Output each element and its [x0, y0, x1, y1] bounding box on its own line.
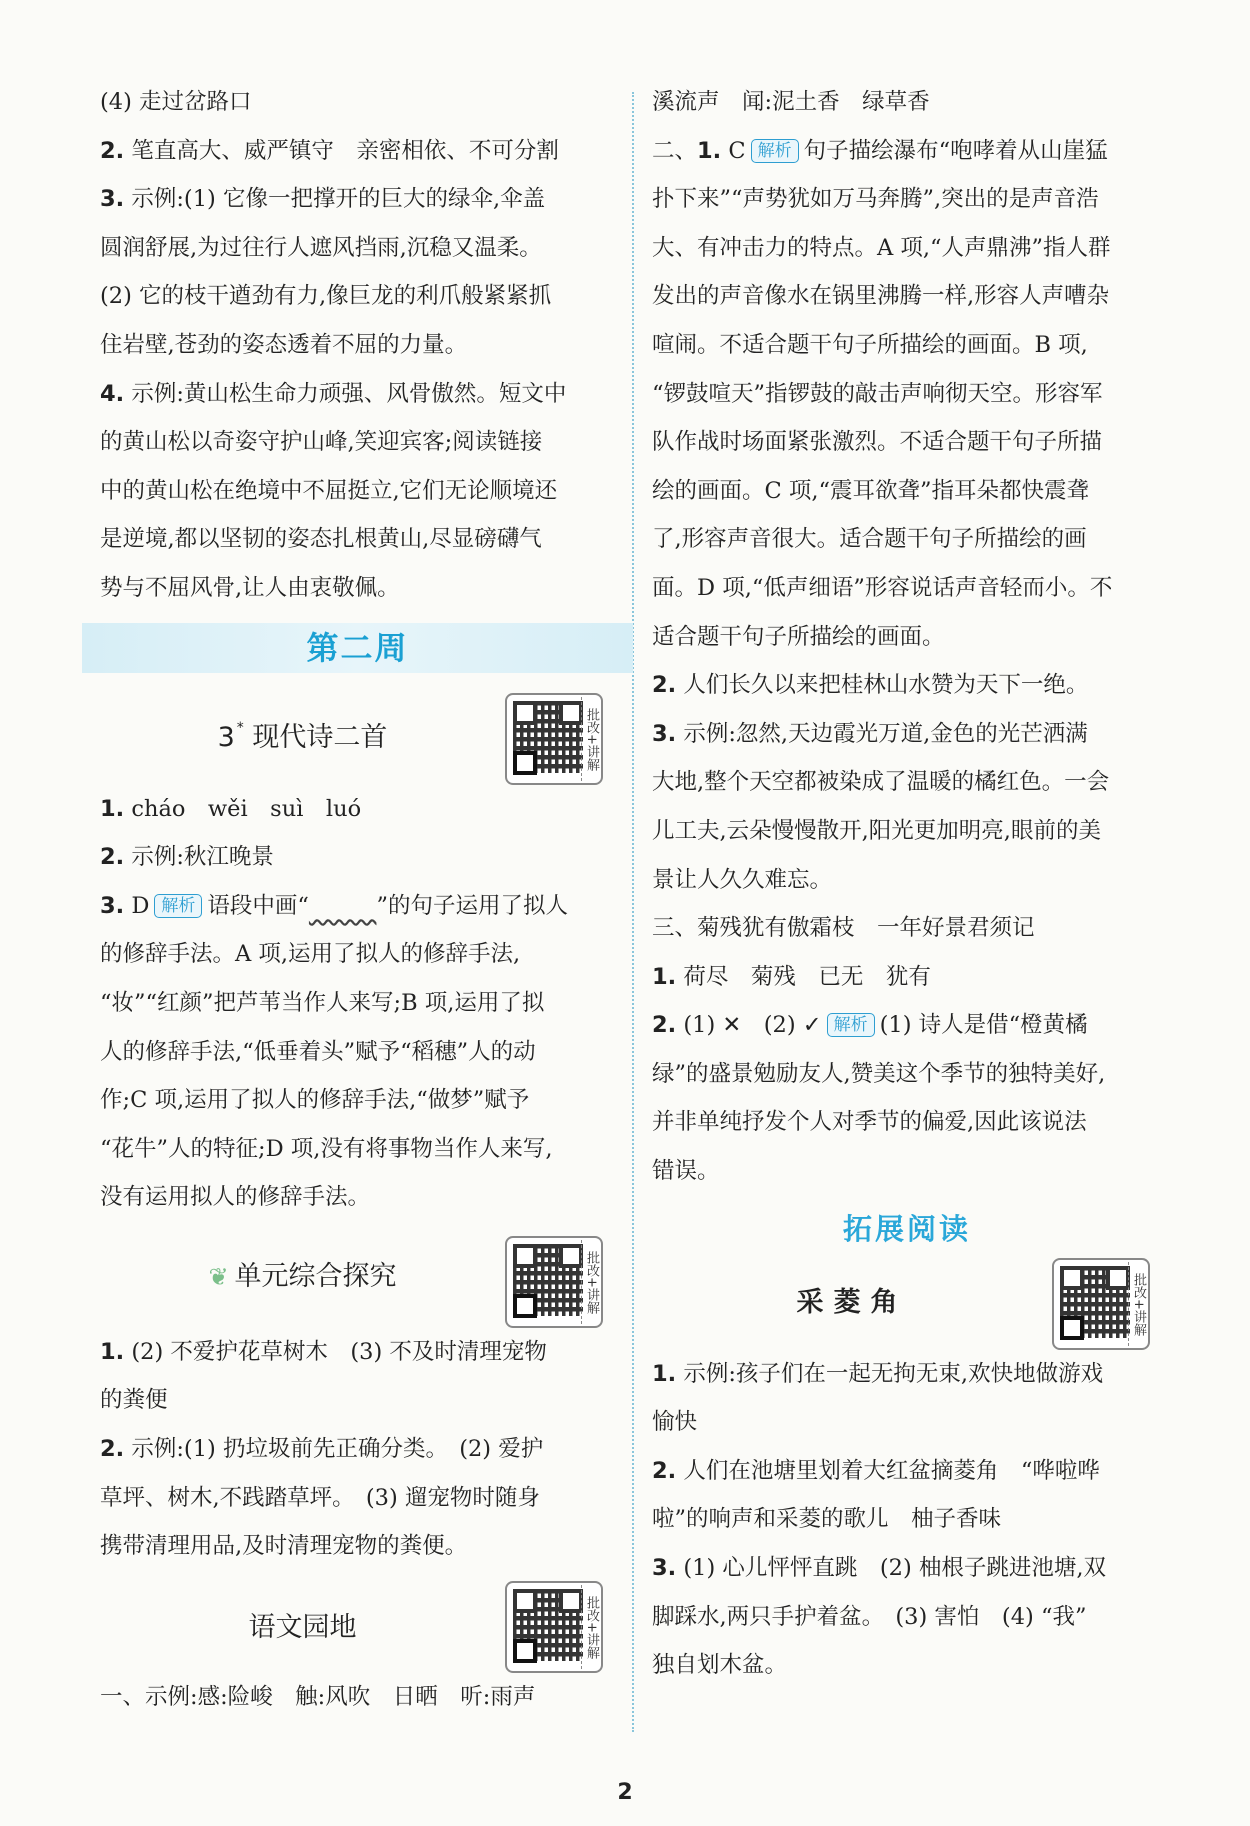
analysis-tag: 解析: [751, 139, 799, 163]
reading-header: [652, 1258, 1162, 1350]
analysis-text: [652, 1050, 1162, 1196]
answer-line: 中的黄山松在绝境中不屈挺立,它们无论顺境还: [100, 477, 558, 504]
answer-line: 绿”的盛景勉励友人,赞美这个季节的独特美好,: [652, 1060, 1106, 1087]
answer-line: 人的修辞手法,“低垂着头”赋予“稻穗”人的动: [100, 1038, 536, 1065]
answer-line: 1. cháo wěi suì luó: [100, 795, 362, 822]
garden-title: 语文园地: [248, 1611, 357, 1643]
answer-line: 脚踩水,两只手护着盆。 (3) 害怕 (4) “我”: [652, 1603, 1087, 1630]
answer-line: 携带清理用品,及时清理宠物的粪便。: [100, 1533, 468, 1560]
answer-line: 的修辞手法。A 项,运用了拟人的修辞手法,: [100, 941, 521, 968]
answer-line: 3. 示例:忽然,天边霞光万道,金色的光芒洒满: [652, 720, 1088, 747]
answer-line: 的黄山松以奇姿守护山峰,笑迎宾客;阅读链接: [100, 429, 543, 456]
page-number: 2: [617, 1780, 633, 1805]
answer-line: 2. 示例:(1) 扔垃圾前先正确分类。 (2) 爱护: [100, 1436, 544, 1463]
analysis-text: [100, 930, 615, 1222]
answer-line: 发出的声音像水在锅里沸腾一样,形容人声嘈杂: [652, 283, 1110, 310]
analysis-tag: 解析: [827, 1013, 875, 1037]
answer-line: 儿工夫,云朵慢慢散开,阳光更加明亮,眼前的美: [652, 817, 1101, 844]
right-column: [652, 78, 1162, 1690]
qr-code-icon[interactable]: [505, 1236, 603, 1328]
qr-label: 批改+讲解: [581, 697, 599, 781]
week-banner: [82, 623, 633, 673]
week-title: 第二周: [306, 628, 409, 667]
answer-line: 喧闹。不适合题干句子所描绘的画面。B 项,: [652, 331, 1088, 358]
answer-line: 4. 示例:黄山松生命力顽强、风骨傲然。短文中: [100, 380, 567, 407]
sprout-icon: ❦: [208, 1262, 229, 1291]
qr-label: 批改+讲解: [581, 1240, 599, 1324]
answer-line: 的粪便: [100, 1387, 168, 1414]
answer-line: 并非单纯抒发个人对季节的偏爱,因此该说法: [652, 1109, 1087, 1136]
unit-title: ❦ 单元综合探究: [208, 1260, 397, 1292]
answer-line: 啦”的响声和采菱的歌儿 柚子香味: [652, 1506, 1002, 1533]
column-divider: [632, 92, 634, 1732]
answer-block-week1: [100, 78, 615, 613]
analysis-tag: 解析: [154, 894, 202, 918]
answer-line: 3. D 解析 语段中画“ ”的句子运用了拟人: [100, 892, 568, 919]
answer-line: 二、1. C 解析 句子描绘瀑布“咆哮着从山崖猛: [652, 137, 1108, 164]
answer-line: 大、有冲击力的特点。A 项,“人声鼎沸”指人群: [652, 234, 1111, 261]
answer-line: 队作战时场面紧张激烈。不适合题干句子所描: [652, 429, 1103, 456]
answer-line: 了,形容声音很大。适合题干句子所描绘的画: [652, 526, 1087, 553]
qr-code-icon[interactable]: [1052, 1258, 1150, 1350]
qr-code-icon[interactable]: [505, 1581, 603, 1673]
analysis-text: [652, 175, 1162, 661]
lesson-header: [100, 693, 615, 785]
answer-line: 大地,整个天空都被染成了温暖的橘红色。一会: [652, 769, 1110, 796]
answer-line: 1. 示例:孩子们在一起无拘无束,欢快地做游戏: [652, 1360, 1104, 1387]
answer-line: 面。D 项,“低声细语”形容说话声音轻而小。不: [652, 574, 1113, 601]
answer-line: 一、示例:感:险峻 触:风吹 日晒 听:雨声: [100, 1683, 536, 1710]
answer-line: 3. 示例:(1) 它像一把撑开的巨大的绿伞,伞盖: [100, 186, 546, 213]
answer-line: 草坪、树木,不践踏草坪。 (3) 遛宠物时随身: [100, 1484, 540, 1511]
answer-line: 2. 笔直高大、威严镇守 亲密相依、不可分割: [100, 137, 559, 164]
answer-line: 2. 示例:秋江晚景: [100, 844, 274, 871]
answer-line: 2. 人们长久以来把桂林山水赞为天下一绝。: [652, 672, 1089, 699]
extension-title: 拓展阅读: [842, 1211, 971, 1246]
answer-line: 作;C 项,运用了拟人的修辞手法,“做梦”赋予: [100, 1087, 530, 1114]
answer-line: 扑下来”“声势犹如万马奔腾”,突出的是声音浩: [652, 186, 1099, 213]
answer-line: 1. 荷尽 菊残 已无 犹有: [652, 963, 931, 990]
answer-line: 2. 人们在池塘里划着大红盆摘菱角 “哗啦哗: [652, 1457, 1100, 1484]
answer-line: 景让人久久难忘。: [652, 866, 833, 893]
answer-line: 没有运用拟人的修辞手法。: [100, 1184, 371, 1211]
answer-line: 错误。: [652, 1158, 720, 1185]
answer-line: 愉快: [652, 1409, 698, 1436]
garden-answers: [100, 1673, 615, 1722]
answer-line: 住岩壁,苍劲的姿态透着不屈的力量。: [100, 331, 468, 358]
answer-line: 绘的画面。C 项,“震耳欲聋”指耳朵都快震聋: [652, 477, 1090, 504]
answer-line: 三、菊残犹有傲霜枝 一年好景君须记: [652, 915, 1035, 942]
wavy-underline-mark: [309, 893, 377, 919]
answer-line: 2. (1) ✕ (2) ✓ 解析 (1) 诗人是借“橙黄橘: [652, 1012, 1088, 1039]
answer-line: (2) 它的枝干遒劲有力,像巨龙的利爪般紧紧抓: [100, 283, 552, 310]
answer-line: 1. (2) 不爱护花草树木 (3) 不及时清理宠物: [100, 1338, 547, 1365]
answer-line: “花牛”人的特征;D 项,没有将事物当作人来写,: [100, 1135, 553, 1162]
garden-header: [100, 1581, 615, 1673]
reading-answers: [652, 1350, 1162, 1690]
answer-line: 势与不屈风骨,让人由衷敬佩。: [100, 574, 400, 601]
reading-title: 采菱角: [796, 1286, 908, 1318]
answer-line: 圆润舒展,为过往行人遮风挡雨,沉稳又温柔。: [100, 234, 542, 261]
lesson-answers: [100, 785, 615, 882]
answer-line: “锣鼓喧天”指锣鼓的敲击声响彻天空。形容军: [652, 380, 1103, 407]
qr-label: 批改+讲解: [581, 1585, 599, 1669]
optional-mark: *: [236, 719, 244, 736]
qr-code-icon[interactable]: [505, 693, 603, 785]
answer-line: 适合题干句子所描绘的画面。: [652, 623, 945, 650]
answer-line: “妆”“红颜”把芦苇当作人来写;B 项,运用了拟: [100, 989, 545, 1016]
answer-block: [652, 78, 1162, 127]
answer-block: [652, 661, 1162, 1001]
answer-line: 是逆境,都以坚韧的姿态扎根黄山,尽显磅礴气: [100, 526, 542, 553]
lesson-title: 3 * 现代诗二首: [217, 719, 388, 753]
unit-answers: [100, 1328, 615, 1571]
qr-label: 批改+讲解: [1128, 1262, 1146, 1346]
left-column: [100, 78, 615, 1721]
answer-line: 3. (1) 心儿怦怦直跳 (2) 柚根子跳进池塘,双: [652, 1555, 1107, 1582]
answer-line: 溪流声 闻:泥土香 绿草香: [652, 89, 930, 115]
unit-header: [100, 1236, 615, 1328]
answer-line: (4) 走过岔路口: [100, 89, 252, 115]
answer-line: 独自划木盆。: [652, 1652, 788, 1679]
